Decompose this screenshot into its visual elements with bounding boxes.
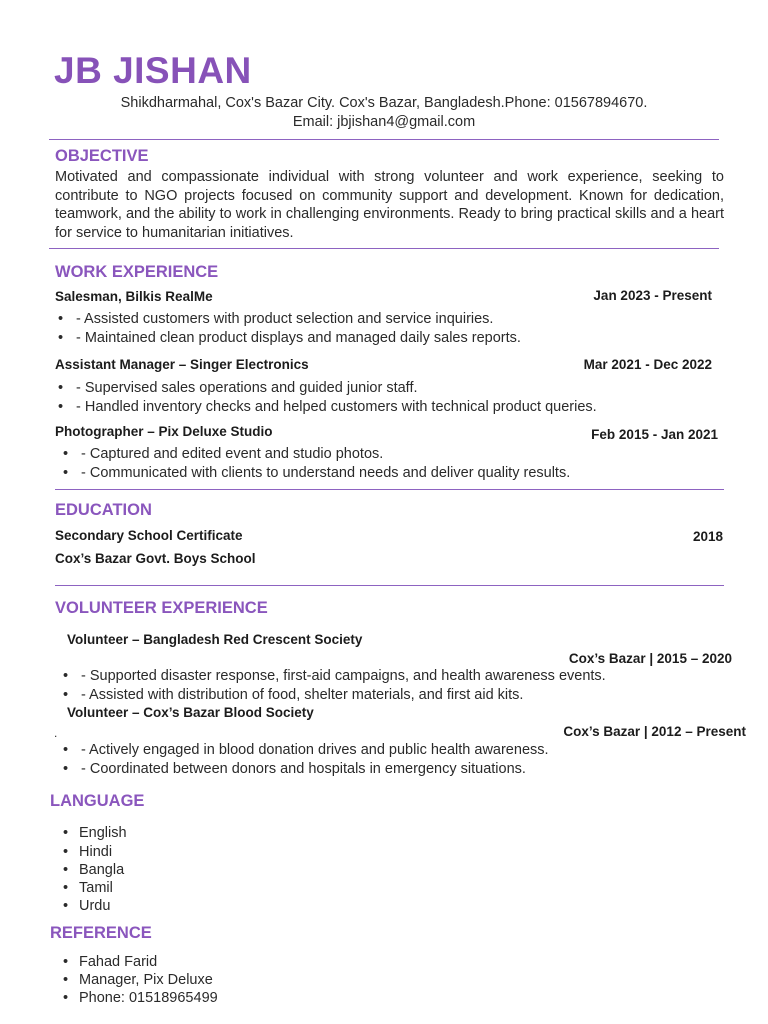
candidate-name: JB JISHAN [54, 50, 252, 91]
volunteer-role: Volunteer – Cox’s Bazar Blood Society [67, 705, 314, 720]
job-dates: Jan 2023 - Present [593, 288, 712, 303]
education-school: Cox’s Bazar Govt. Boys School [55, 551, 256, 566]
list-item: • - Supported disaster response, first-aid campaigns, and health awareness events. [63, 668, 606, 684]
header-divider [49, 139, 719, 140]
list-item: • Bangla [63, 862, 125, 878]
job-title: Salesman, Bilkis RealMe [55, 289, 213, 304]
volunteer-role: Volunteer – Bangladesh Red Crescent Society [67, 632, 363, 647]
list-item: • English [63, 825, 127, 841]
list-item: • - Maintained clean product displays and managed daily sales reports. [58, 330, 521, 346]
job-dates: Mar 2021 - Dec 2022 [583, 357, 712, 372]
education-degree: Secondary School Certificate [55, 528, 243, 543]
volunteer-location-dates: Cox’s Bazar | 2015 – 2020 [568, 651, 732, 666]
objective-divider [49, 248, 719, 249]
list-item: • Urdu [63, 898, 111, 914]
list-item: • - Assisted customers with product selection and service inquiries. [58, 311, 494, 327]
list-item: • - Communicated with clients to understand needs and deliver quality results. [63, 465, 571, 481]
list-item: • - Handled inventory checks and helped customers with technical product queries. [58, 399, 597, 415]
stray-period: . [54, 726, 58, 740]
list-item: • - Coordinated between donors and hospitals in emergency situations. [63, 761, 526, 777]
objective-heading: OBJECTIVE [55, 147, 149, 165]
contact-email: Email: jbjishan4@gmail.com [292, 114, 476, 130]
list-item: • Manager, Pix Deluxe [63, 972, 213, 988]
list-item: • Hindi [63, 844, 113, 860]
education-year: 2018 [692, 529, 723, 544]
work-divider [55, 489, 724, 490]
list-item: • Fahad Farid [63, 954, 158, 970]
education-heading: EDUCATION [55, 501, 152, 519]
reference-heading: REFERENCE [50, 924, 152, 942]
education-divider [55, 585, 724, 586]
contact-address-phone: Shikdharmahal, Cox's Bazar City. Cox's Bazar, Bangladesh.Phone: 01567894670. [120, 95, 648, 111]
list-item: • Phone: 01518965499 [63, 990, 218, 1006]
list-item: • - Actively engaged in blood donation drives and public health awareness. [63, 742, 549, 758]
list-item: • - Supervised sales operations and guided junior staff. [58, 380, 418, 396]
list-item: • Tamil [63, 880, 113, 896]
work-heading: WORK EXPERIENCE [55, 263, 219, 281]
job-dates: Feb 2015 - Jan 2021 [591, 427, 718, 442]
volunteer-location-dates: Cox’s Bazar | 2012 – Present [563, 724, 746, 739]
job-title: Photographer – Pix Deluxe Studio [55, 424, 273, 439]
job-title: Assistant Manager – Singer Electronics [55, 357, 309, 372]
volunteer-heading: VOLUNTEER EXPERIENCE [55, 599, 268, 617]
language-heading: LANGUAGE [50, 792, 145, 810]
list-item: • - Assisted with distribution of food, shelter materials, and first aid kits. [63, 687, 524, 703]
list-item: • - Captured and edited event and studio photos. [63, 446, 384, 462]
objective-text: Motivated and compassionate individual with strong volunteer and work experience, seeking to contribute to NGO projects focused on community support and development. Known for dedication, teamwork, and the ability to work in challenging environments. Ready to bring practical skills and a heart for service to humanitarian initiatives. [55, 169, 724, 241]
